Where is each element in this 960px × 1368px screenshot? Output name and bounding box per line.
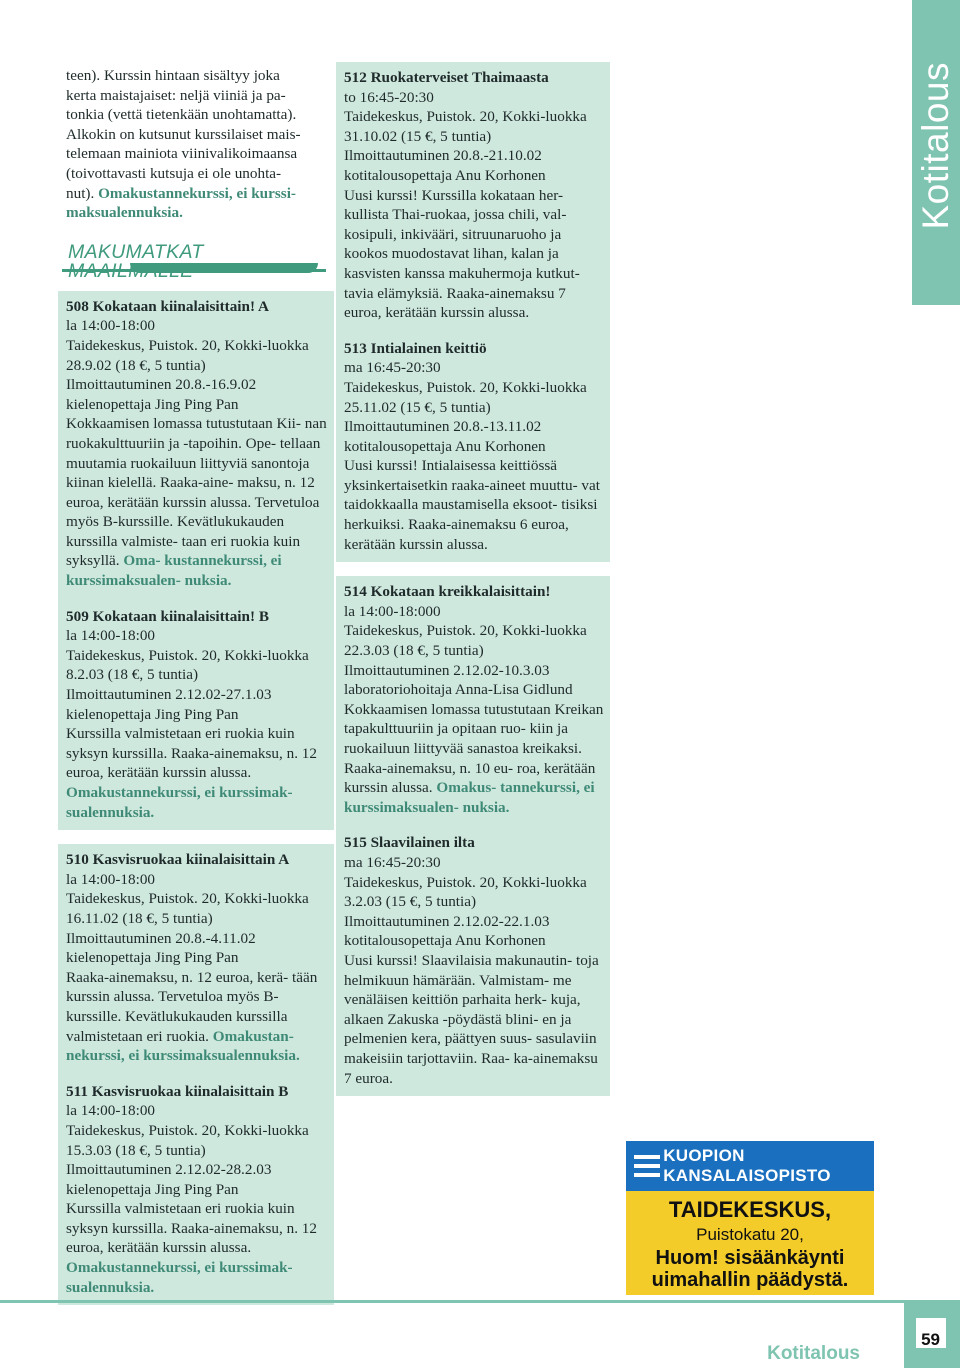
course-509 (66, 607, 328, 823)
taidekeskus-ad (626, 1141, 874, 1295)
course-teacher: kotitalousopettaja Anu Korhonen (344, 437, 546, 455)
course-dates: 16.11.02 (18 €, 5 tuntia) (66, 909, 213, 927)
course-place: Taidekeskus, Puistok. 20, Kokki-luokka (66, 890, 309, 908)
course-teacher: kotitalousopettaja Anu Korhonen (344, 932, 546, 950)
course-description: Uusi kurssi! Slaavilaisia makunautin- toja helmikuun hämärään. Valmistam- me venäläisen keittiön parhaita herk- kuja, alkaen Zakuska -pöydästä blini- en ja pelmenien kera, päättyen suus- sasulaviin makeisiin tarjottaviin. Raa- ka-ainemaksu 7 euroa. (344, 951, 599, 1087)
course-title: 511 Kasvisruokaa kiinalaisittain B (66, 1082, 289, 1100)
course-dates: 3.2.03 (15 €, 5 tuntia) (344, 893, 477, 911)
course-title: 515 Slaavilainen ilta (344, 834, 475, 852)
column-right (336, 62, 610, 1096)
ad-brand: KUOPION KANSALAISOPISTO (663, 1146, 831, 1185)
course-note: Omakustannekurssi, ei kurssimak- sualennuksia. (66, 784, 293, 821)
intro-line: tonkia (vettä tietenkään unohtamatta). (66, 106, 297, 124)
course-description: Kokkaamisen lomassa tutustutaan Kreikan tapakulttuuriin ja opitaan ruo- kiin ja ruokailuun liittyvää sanastoa kreikaksi. Raaka-ainemaksu, n. 10 eu- roa, kerätään kurssin alussa. (344, 700, 604, 797)
course-dates: 31.10.02 (15 €, 5 tuntia) (344, 127, 492, 145)
course-time: la 14:00-18:00 (66, 870, 156, 888)
course-registration: Ilmoittautuminen 20.8.-13.11.02 (344, 418, 542, 436)
course-description: Raaka-ainemaksu, n. 12 euroa, kerä- tään kurssin alussa. Tervetuloa myös B-kurssille. Kevätlukukauden kurssilla valmistetaan eri ruokia. (66, 968, 318, 1045)
course-dates: 25.11.02 (15 €, 5 tuntia) (344, 398, 491, 416)
course-teacher: kielenopettaja Jing Ping Pan (66, 705, 239, 723)
column-left (58, 66, 334, 1305)
course-place: Taidekeskus, Puistok. 20, Kokki-luokka (344, 108, 587, 126)
course-title: 514 Kokataan kreikkalaisittain! (344, 583, 551, 601)
course-place: Taidekeskus, Puistok. 20, Kokki-luokka (66, 1121, 309, 1139)
course-place: Taidekeskus, Puistok. 20, Kokki-luokka (344, 873, 587, 891)
page-number: 59 (921, 1330, 940, 1349)
course-description: Uusi kurssi! Kurssilla kokataan her- kullista Thai-ruokaa, jossa chili, val- kosipuli, inkivääri, sitruunaruoho ja kookos muodostavat lihan, kalan ja kasvisten kanssa makuhermoja kutkut- tavia elämyksiä. Raaka-ainemaksu 7 euroa, kerätään kurssin alussa. (344, 186, 580, 322)
course-description: Kurssilla valmistetaan eri ruokia kuin syksyn kurssilla. Raaka-ainemaksu, n. 12 euroa, kerätään kurssin alussa. (66, 1200, 317, 1257)
course-514 (344, 582, 604, 817)
course-registration: Ilmoittautuminen 2.12.02-22.1.03 (344, 912, 550, 930)
course-title: 513 Intialainen keittiö (344, 339, 487, 357)
course-dates: 22.3.03 (18 €, 5 tuntia) (344, 642, 484, 660)
course-note: Oma- kustannekurssi, ei kurssimaksualen- nuksia. (66, 552, 282, 590)
footer-section-title: Kotitalous (767, 1343, 860, 1364)
ad-notice-line1: Huom! sisäänkäynti (655, 1247, 845, 1269)
course-title: 512 Ruokaterveiset Thaimaasta (344, 69, 549, 86)
course-note: Omakustan- nekurssi, ei kurssimaksualennuksia. (66, 1027, 300, 1065)
course-teacher: kotitalousopettaja Anu Korhonen (344, 166, 546, 184)
course-time: la 14:00-18:00 (66, 317, 156, 335)
course-place: Taidekeskus, Puistok. 20, Kokki-luokka (66, 646, 309, 664)
course-title: 508 Kokataan kiinalaisittain! A (66, 297, 269, 315)
course-teacher: laboratoriohoitaja Anna-Lisa Gidlund (344, 681, 573, 699)
ad-address: Puistokatu 20, (696, 1225, 804, 1244)
intro-line: telemaan mainiota viinivalikoimaansa (66, 145, 298, 163)
intro-note: Omakustannekurssi, ei kurssi- maksualennuksia. (66, 184, 296, 222)
course-note: Omakustannekurssi, ei kurssimak- sualennuksia. (66, 1259, 293, 1296)
course-registration: Ilmoittautuminen 2.12.02-27.1.03 (66, 686, 272, 704)
intro-line: nut). (66, 184, 95, 202)
course-registration: Ilmoittautuminen 2.12.02-10.3.03 (344, 661, 550, 679)
course-teacher: kielenopettaja Jing Ping Pan (66, 395, 239, 413)
course-block-514-515 (336, 576, 610, 1096)
course-512 (344, 68, 604, 323)
ad-notice-line2: uimahallin päädystä. (651, 1269, 849, 1291)
section-heading-text: MAKUMATKAT MAAILMALLE (68, 240, 204, 283)
course-dates: 28.9.02 (18 €, 5 tuntia) (66, 356, 206, 374)
course-508 (66, 297, 328, 591)
institute-logo-icon (634, 1151, 657, 1181)
course-time: to 16:45-20:30 (344, 88, 434, 106)
course-registration: Ilmoittautuminen 20.8.-4.11.02 (66, 929, 256, 947)
intro-line: (toivottavasti kutsuja ei ole unohta- (66, 164, 282, 182)
course-time: la 14:00-18:00 (66, 627, 156, 645)
course-title: 509 Kokataan kiinalaisittain! B (66, 607, 269, 625)
course-description: Kokkaamisen lomassa tutustutaan Kii- nan ruokakulttuuriin ja -tapoihin. Ope- tellaan muutamia ruokailuun liittyviä sanontoja kiinan kielellä. Raaka-aine- maksu, n. 12 euroa, kerätään kurssin alussa. Tervetuloa myös B-kurssille. Kevätlukukauden kurssilla valmiste- taan eri ruokia kuin syksyllä. (66, 415, 327, 570)
course-time: la 14:00-18:00 (66, 1102, 156, 1120)
course-block-512-513 (336, 62, 610, 562)
course-time: ma 16:45-20:30 (344, 359, 441, 377)
ad-brand-band (626, 1141, 874, 1191)
course-place: Taidekeskus, Puistok. 20, Kokki-luokka (344, 378, 587, 396)
course-place: Taidekeskus, Puistok. 20, Kokki-luokka (66, 336, 309, 354)
course-block-510-511 (58, 844, 334, 1305)
ad-venue: TAIDEKESKUS, (668, 1197, 832, 1222)
intro-line: Alkokin on kutsunut kurssilaiset mais- (66, 125, 301, 143)
course-registration: Ilmoittautuminen 20.8.-16.9.02 (66, 376, 257, 394)
intro-line: kerta maistajaiset: neljä viiniä ja pa- (66, 86, 286, 104)
course-time: ma 16:45-20:30 (344, 853, 441, 871)
intro-line: teen). Kurssin hintaan sisältyy joka (66, 67, 280, 84)
course-dates: 15.3.03 (18 €, 5 tuntia) (66, 1141, 206, 1159)
course-registration: Ilmoittautuminen 2.12.02-28.2.03 (66, 1161, 272, 1179)
course-block-508-509 (58, 291, 334, 830)
course-513 (344, 339, 604, 555)
course-511 (66, 1082, 328, 1298)
course-dates: 8.2.03 (18 €, 5 tuntia) (66, 666, 199, 684)
course-teacher: kielenopettaja Jing Ping Pan (66, 1180, 239, 1198)
footer-rule (0, 1300, 960, 1303)
course-description: Uusi kurssi! Intialaisessa keittiössä yksinkertaisetkin raaka-aineet muuttu- vat taidokkaalla maustamisella eksoot- tisiksi herkuiksi. Raaka-ainemaksu 6 euroa, kerätään kurssin alussa. (344, 457, 600, 553)
course-note: Omakus- tannekurssi, ei kurssimaksualen- nuksia. (344, 779, 595, 816)
intro-text (58, 66, 334, 223)
course-time: la 14:00-18:000 (344, 602, 441, 620)
section-tab-label-wrap (912, 0, 960, 305)
course-515 (344, 833, 604, 1088)
section-tab-label: Kotitalous (915, 62, 956, 230)
course-510 (66, 850, 328, 1066)
course-title: 510 Kasvisruokaa kiinalaisittain A (66, 851, 290, 869)
course-teacher: kielenopettaja Jing Ping Pan (66, 949, 239, 967)
section-heading (58, 237, 334, 285)
course-description: Kurssilla valmistetaan eri ruokia kuin syksyn kurssilla. Raaka-ainemaksu, n. 12 euroa, kerätään kurssin alussa. (66, 725, 317, 782)
course-place: Taidekeskus, Puistok. 20, Kokki-luokka (344, 622, 587, 640)
course-registration: Ilmoittautuminen 20.8.-21.10.02 (344, 147, 542, 165)
